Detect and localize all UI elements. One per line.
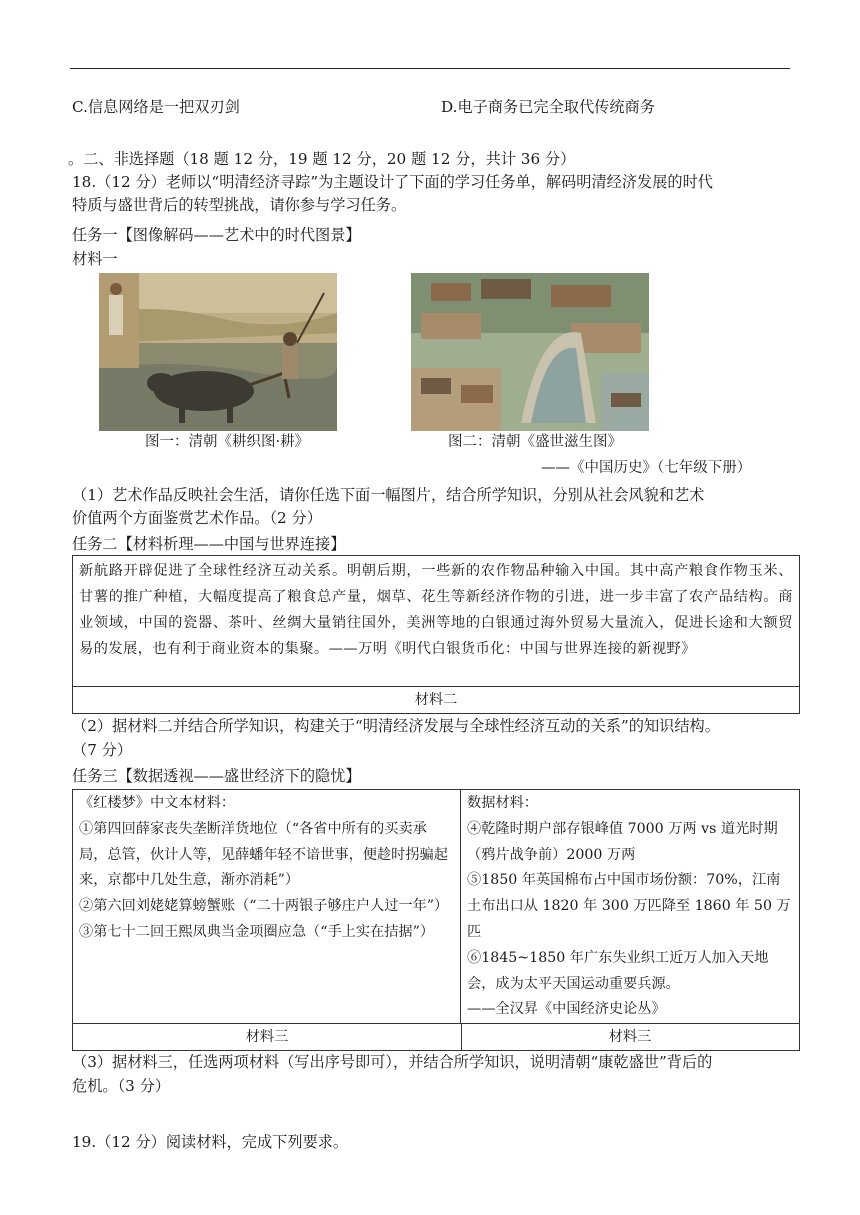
- right-source: ——全汉昇《中国经济史论丛》: [467, 1001, 666, 1018]
- left-heading: 《红楼梦》中文本材料：: [79, 795, 236, 811]
- material1-label: 材料一: [72, 250, 118, 268]
- q1-line2: 价值两个方面鉴赏艺术作品。（2 分）: [72, 509, 322, 527]
- right-item-5: ⑤1850 年英国棉布占中国市场份额：70%，江南土布出口从 1820 年 300 万匹降至 1860 年 50 万匹: [467, 872, 791, 940]
- material3-left-column: [73, 790, 461, 1024]
- figure1-caption: 图一：清朝《耕织图·耕》: [145, 434, 310, 450]
- painting-city-image: [411, 273, 649, 431]
- material3-table: [72, 789, 800, 1051]
- material2-box: [72, 555, 800, 714]
- painting-plowing-image: [99, 273, 337, 431]
- task1-title: 任务一【图像解码——艺术中的时代图景】: [72, 226, 361, 244]
- q18-intro-line1: 18.（12 分）老师以“明清经济寻踪”为主题设计了下面的学习任务单，解码明清经济发展的时代: [72, 173, 713, 191]
- left-item-3: ③第七十二回王熙凤典当金项圈应急（“手上实在拮据”）: [79, 923, 435, 940]
- material2-text: 新航路开辟促进了全球性经济互动关系。明朝后期，一些新的农作物品种输入中国。其中高产粮食作物玉米、甘薯的推广种植，大幅度提高了粮食总产量，烟草、花生等新经济作物的引进，进一步丰富了农产品结构。商业领域，中国的瓷器、茶叶、丝绸大量销往国外，美洲等地的白银通过海外贸易大量流入，促进长途和大额贸易的发展，也有利于商业资本的集聚。——万明《明代白银货币化：中国与世界连接的新视野》: [79, 563, 793, 657]
- material3-right-label: 材料三: [608, 1029, 652, 1045]
- material3-left-label: 材料三: [73, 1024, 462, 1050]
- figure2-caption: 图二：清朝《盛世滋生图》: [448, 434, 622, 450]
- q3-line2: 危机。（3 分）: [72, 1077, 171, 1095]
- q2-line2: （7 分）: [72, 741, 133, 759]
- right-heading: 数据材料：: [467, 795, 538, 811]
- left-item-1: ①第四回薛家丧失垄断洋货地位（“各省中所有的买卖承局，总管，伙计人等，见薛蟠年轻不谙世事，便趁时拐骗起来，京都中几处生意，渐亦消耗”）: [79, 820, 448, 889]
- q1-line1: （1）艺术作品反映社会生活，请你任选下面一幅图片，结合所学知识，分别从社会风貌和艺术: [72, 486, 705, 504]
- material1-source: ——《中国历史》（七年级下册）: [541, 460, 752, 476]
- q19-intro: 19.（12 分）阅读材料，完成下列要求。: [72, 1133, 349, 1151]
- task2-title: 任务二【材料析理——中国与世界连接】: [72, 535, 346, 553]
- option-d: D.电子商务已完全取代传统商务: [441, 98, 655, 116]
- task3-title: 任务三【数据透视——盛世经济下的隐忧】: [72, 767, 361, 785]
- header-rule: [70, 68, 790, 69]
- q2-line1: （2）据材料二并结合所学知识，构建关于“明清经济发展与全球性经济互动的关系”的知识结构。: [72, 717, 720, 735]
- section-heading: 。二、非选择题（18 题 12 分，19 题 12 分，20 题 12 分，共计 36 分）: [68, 150, 576, 168]
- q18-intro-line2: 特质与盛世背后的转型挑战，请你参与学习任务。: [72, 196, 407, 214]
- material3-footer: [73, 1023, 799, 1050]
- option-c: C.信息网络是一把双刃剑: [72, 98, 240, 116]
- right-item-4: ④乾隆时期户部存银峰值 7000 万两 vs 道光时期（鸦片战争前）2000 万两: [467, 820, 778, 863]
- left-item-2: ②第六回刘姥姥算螃蟹账（“二十两银子够庄户人过一年”）: [79, 898, 449, 915]
- material2-label: 材料二: [73, 686, 799, 713]
- material3-right-column: [461, 790, 799, 1024]
- q3-line1: （3）据材料三，任选两项材料（写出序号即可），并结合所学知识，说明清朝“康乾盛世”背后的: [72, 1053, 713, 1071]
- right-item-6: ⑥1845~1850 年广东失业织工近万人加入天地会，成为太平天国运动重要兵源。: [467, 949, 769, 992]
